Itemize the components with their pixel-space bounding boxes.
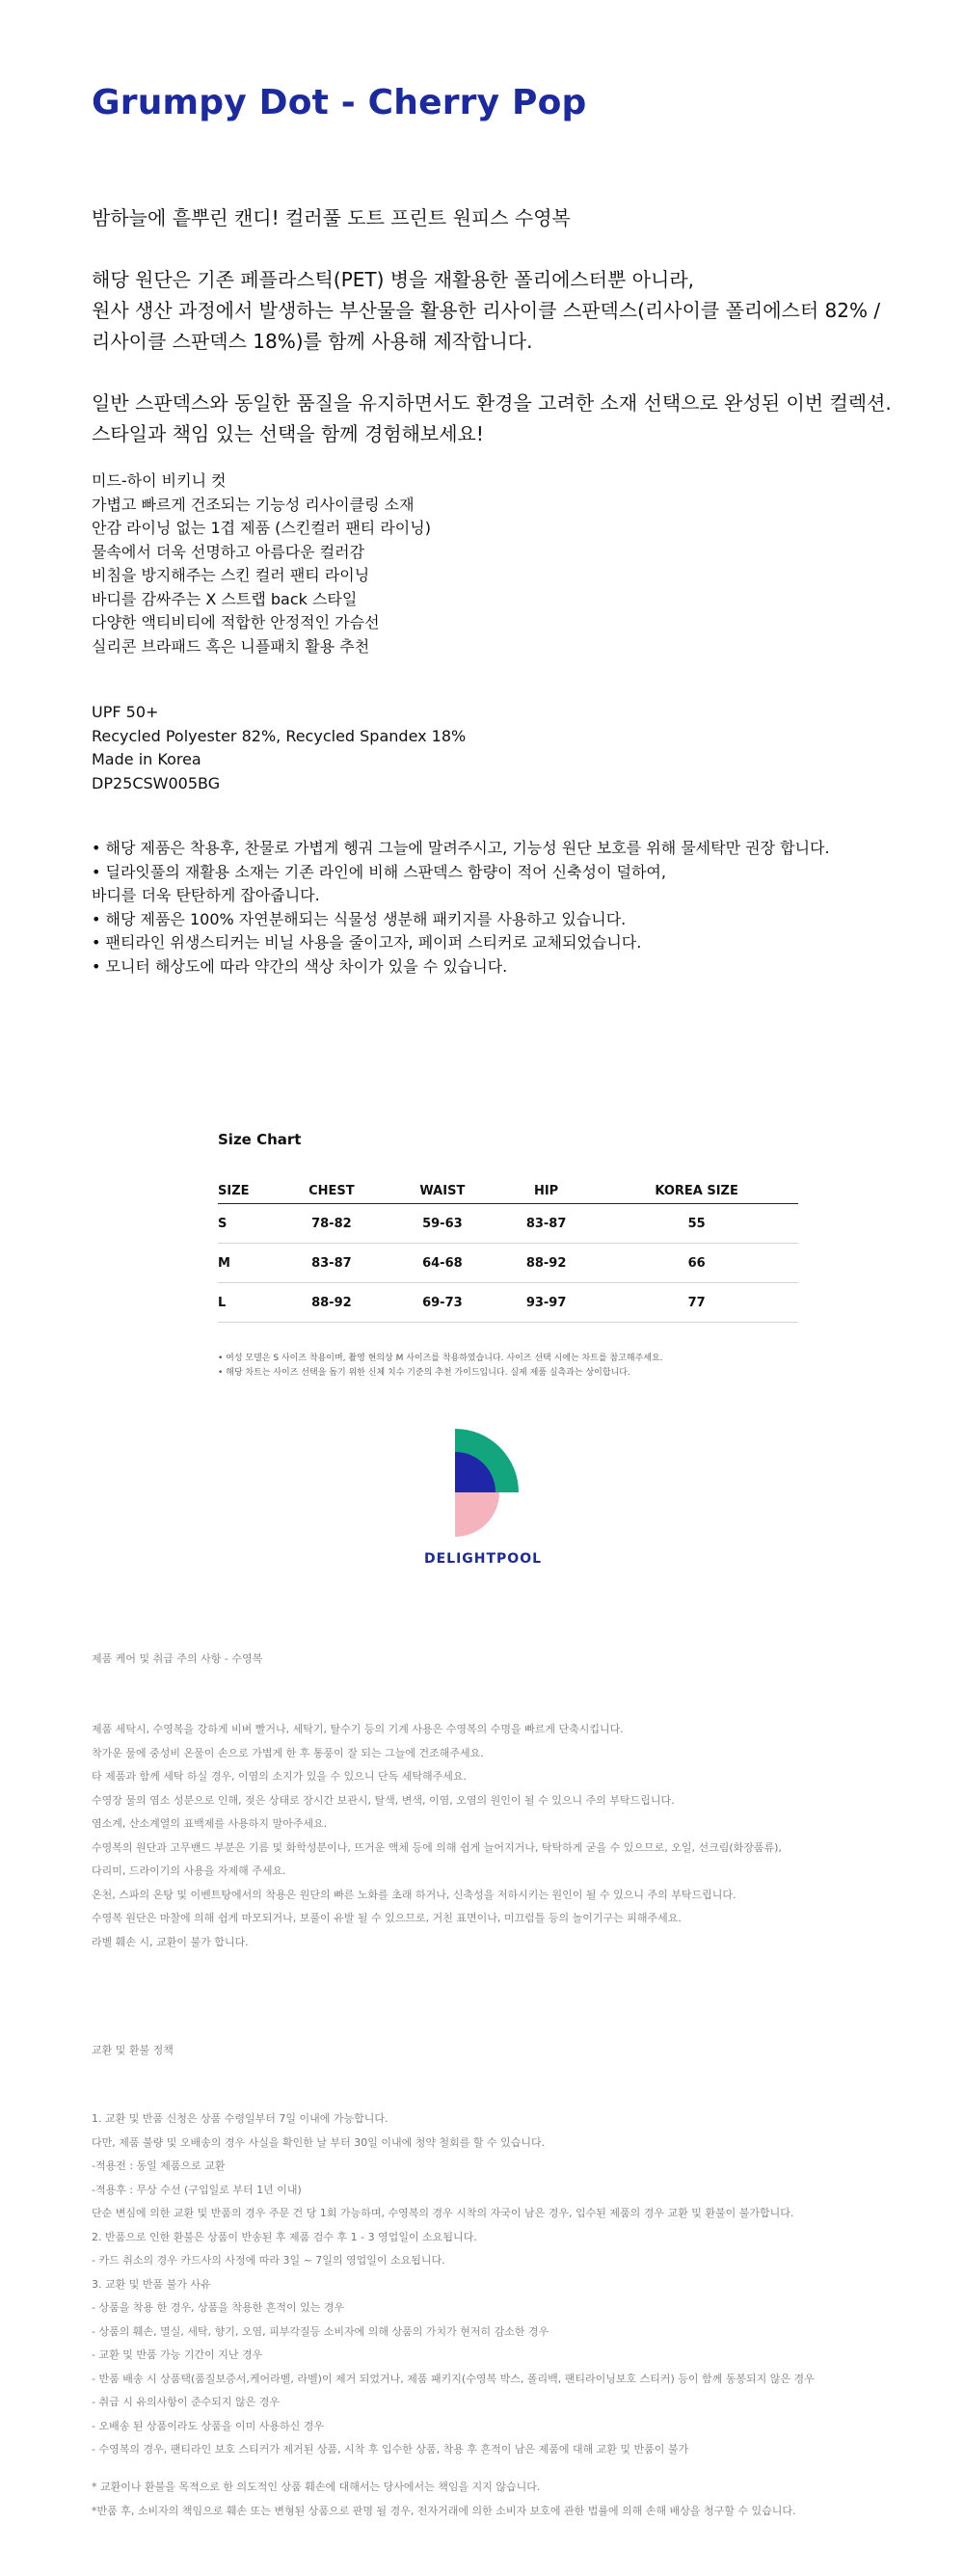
paragraph-line: 리사이클 스판덱스 18%)를 함께 사용해 제작합니다.	[92, 330, 533, 353]
care-instructions	[92, 1718, 782, 1954]
size-chart-header-row	[218, 1178, 798, 1204]
care-line: 수영복의 원단과 고무밴드 부분은 기름 및 화학성분이나, 뜨거운 액체 등에 의해 쉽게 늘어지거나, 탁탁하게 굳을 수 있으므로, 오일, 선크림(화장품류),	[92, 1840, 782, 1854]
footnote: * 교환이나 환불을 목적으로 한 의도적인 상품 훼손에 대해서는 당사에서는 책임을 지지 않습니다.	[92, 2481, 541, 2493]
paragraph-line: 일반 스판덱스와 동일한 품질을 유지하면서도 환경을 고려한 소재 선택으로 완성된 이번 컬렉션.	[92, 391, 892, 415]
care-line: 온천, 스파의 온탕 및 이벤트탕에서의 착용은 원단의 빠른 노화를 초래 하거나, 신축성을 저하시키는 원인이 될 수 있으니 주의 부탁드립니다.	[92, 1888, 736, 1901]
policy-line: - 오배송 된 상품이라도 상품을 이미 사용하신 경우	[92, 2419, 324, 2432]
note-item: • 해당 제품은 100% 자연분해되는 식물성 생분해 패키지를 사용하고 있습니다.	[92, 909, 627, 928]
table-cell: 93-97	[497, 1283, 595, 1323]
policy-line: - 교환 및 반품 가능 기간이 지난 경우	[92, 2348, 263, 2361]
feature-item: 실리콘 브라패드 혹은 니플패치 활용 추천	[92, 636, 370, 656]
size-chart-table	[218, 1178, 798, 1323]
table-cell: 83-87	[276, 1244, 388, 1283]
policy-footnotes	[92, 2476, 795, 2523]
table-cell: 69-73	[388, 1283, 497, 1323]
spec-list	[92, 701, 466, 795]
feature-item: 가볍고 빠르게 건조되는 기능성 리사이클링 소재	[92, 495, 415, 514]
table-cell: 66	[595, 1244, 798, 1283]
care-line: 착가운 물에 중성비 온물이 손으로 가볍게 한 후 통풍이 잘 되는 그늘에 건조해주세요.	[92, 1746, 484, 1759]
size-chart-notes	[218, 1352, 663, 1381]
policy-line: -적용전 : 동일 제품으로 교환	[92, 2160, 226, 2172]
spec-product-code: DP25CSW005BG	[92, 773, 221, 792]
care-line: 수영장 물의 염소 성분으로 인해, 젖은 상태로 장시간 보관시, 탈색, 변색, 이염, 오염의 원인이 될 수 있으니 주의 부탁드립니다.	[92, 1793, 675, 1807]
logo-pink-shape	[455, 1492, 499, 1537]
table-row	[218, 1283, 798, 1323]
paragraph-line: 해당 원단은 기존 페플라스틱(PET) 병을 재활용한 폴리에스터뿐 아니라,	[92, 268, 695, 291]
policy-line: -적용후 : 무상 수선 (구입일로 부터 1년 이내)	[92, 2183, 302, 2196]
spec-origin: Made in Korea	[92, 750, 201, 768]
table-cell: 88-92	[497, 1244, 595, 1283]
note-item: 바디를 더욱 탄탄하게 잡아줍니다.	[92, 886, 320, 904]
product-intro	[92, 202, 940, 480]
care-line: 다리미, 드라이기의 사용을 자제해 주세요.	[92, 1865, 286, 1877]
intro-headline: 밤하늘에 흩뿌린 캔디! 컬러풀 도트 프린트 원피스 수영복	[92, 206, 571, 229]
care-line: 제품 세탁시, 수영복을 강하게 비벼 빨거나, 세탁기, 탈수기 등의 기계 사용은 수영복의 수명을 빠르게 단축시킵니다.	[92, 1723, 624, 1735]
column-header: HIP	[497, 1178, 595, 1204]
care-line: 라벨 훼손 시, 교환이 불가 합니다.	[92, 1935, 249, 1948]
paragraph-line: 스타일과 책임 있는 선택을 함께 경험해보세요!	[92, 422, 484, 445]
feature-item: 비침을 방지해주는 스킨 컬러 팬티 라이닝	[92, 566, 370, 584]
feature-item: 미드-하이 비키니 컷	[92, 471, 227, 490]
policy-line: 2. 반품으로 인한 환불은 상품이 반송된 후 제품 검수 후 1 - 3 영업일이 소요됩니다.	[92, 2230, 477, 2243]
table-cell: M	[218, 1244, 276, 1283]
policy-line: 3. 교환 및 반품 불가 사유	[92, 2277, 211, 2291]
footnote: *반품 후, 소비자의 책임으로 훼손 또는 변형된 상품으로 판명 될 경우, 전자거래에 의한 소비자 보호에 관한 법률에 의해 손해 배상을 청구할 수 있습니다.	[92, 2504, 796, 2517]
policy-line: 단순 변심에 의한 교환 및 반품의 경우 주문 건 당 1회 가능하며, 수영복의 경우 시착의 자국이 남은 경우, 입수된 제품의 경우 교환 및 환불이 불가합니다.	[92, 2207, 794, 2219]
policy-line: - 상품의 훼손, 멸실, 세탁, 향기, 오염, 피부각질등 소비자에 의해 상품의 가치가 현저히 감소한 경우	[92, 2324, 549, 2338]
paragraph-line: 원사 생산 과정에서 발생하는 부산물을 활용한 리사이클 스판덱스(리사이클 폴리에스터 82% /	[92, 299, 881, 322]
feature-list	[92, 470, 431, 658]
delightpool-logo-icon	[453, 1427, 521, 1538]
policy-line: - 반품 배송 시 상품택(품질보증서,케어라벨, 라벨)이 제거 되었거나, 제품 패키지(수영복 박스, 폴리백, 팬티라이닝보호 스티커) 등이 함께 동봉되지 않은 경우	[92, 2372, 815, 2385]
intro-material	[92, 264, 940, 357]
table-cell: 88-92	[276, 1283, 388, 1323]
table-cell: 64-68	[388, 1244, 497, 1283]
column-header: WAIST	[388, 1178, 497, 1204]
feature-item: 바디를 감싸주는 X 스트랩 back 스타일	[92, 589, 358, 608]
table-cell: L	[218, 1283, 276, 1323]
care-line: 염소계, 산소계열의 표백제를 사용하지 말아주세요.	[92, 1817, 328, 1830]
table-cell: 59-63	[388, 1204, 497, 1244]
size-note: • 해당 차트는 사이즈 선택을 돕기 위한 신체 치수 기준의 추천 가이드입니다. 실제 제품 실측과는 상이합니다.	[218, 1368, 630, 1378]
table-row	[218, 1204, 798, 1244]
care-line: 수영복 원단은 마찰에 의해 쉽게 마모되거나, 보풀이 유발 될 수 있으므로, 거친 표면이나, 미끄럼틀 등의 놀이기구는 피해주세요.	[92, 1912, 682, 1924]
policy-line: - 카드 취소의 경우 카드사의 사정에 따라 3일 ~ 7일의 영업일이 소요됩니다.	[92, 2254, 445, 2267]
exchange-policy	[92, 2107, 815, 2462]
size-chart-title: Size Chart	[218, 1131, 302, 1148]
policy-line: - 상품을 착용 한 경우, 상품을 착용한 흔적이 있는 경우	[92, 2301, 345, 2314]
table-row	[218, 1244, 798, 1283]
product-title: Grumpy Dot - Cherry Pop	[92, 83, 587, 122]
feature-item: 물속에서 더욱 선명하고 아름다운 컬러감	[92, 542, 365, 561]
care-line: 타 제품과 함께 세탁 하실 경우, 이염의 소지가 있을 수 있으니 단독 세탁해주세요.	[92, 1770, 467, 1783]
policy-line: - 취급 시 유의사항이 준수되지 않은 경우	[92, 2396, 280, 2408]
table-cell: 83-87	[497, 1204, 595, 1244]
column-header: KOREA SIZE	[595, 1178, 798, 1204]
column-header: CHEST	[276, 1178, 388, 1204]
product-notes	[92, 837, 830, 979]
table-cell: 78-82	[276, 1204, 388, 1244]
intro-collection	[92, 388, 940, 449]
care-section-title: 제품 케어 및 취급 주의 사항 - 수영복	[92, 1652, 263, 1665]
policy-line: - 수영복의 경우, 팬티라인 보호 스티커가 제거된 상품, 시착 후 입수한 상품, 착용 후 흔적이 남은 제품에 대해 교환 및 반품이 불가	[92, 2443, 689, 2455]
table-cell: 55	[595, 1204, 798, 1244]
feature-item: 다양한 액티비티에 적합한 안정적인 가슴선	[92, 613, 380, 631]
column-header: SIZE	[218, 1178, 276, 1204]
feature-item: 안감 라이닝 없는 1겹 제품 (스킨컬러 팬티 라이닝)	[92, 519, 431, 537]
brand-name: DELIGHTPOOL	[423, 1551, 543, 1567]
spec-upf: UPF 50+	[92, 703, 159, 721]
table-cell: S	[218, 1204, 276, 1244]
note-item: • 모니터 해상도에 따라 약간의 색상 차이가 있을 수 있습니다.	[92, 956, 508, 976]
note-item: • 딜라잇풀의 재활용 소재는 기존 라인에 비해 스판덱스 함량이 적어 신축성이 덜하여,	[92, 862, 666, 881]
table-cell: 77	[595, 1283, 798, 1323]
exchange-section-title: 교환 및 환불 정책	[92, 2044, 174, 2056]
policy-line: 1. 교환 및 반품 신청은 상품 수령일부터 7일 이내에 가능합니다.	[92, 2112, 388, 2125]
spec-material: Recycled Polyester 82%, Recycled Spandex 18%	[92, 726, 467, 745]
note-item: • 팬티라인 위생스티커는 비닐 사용을 줄이고자, 페이퍼 스티커로 교체되었습니다.	[92, 933, 642, 952]
size-note: • 여성 모델은 S 사이즈 착용이며, 촬영 현의상 M 사이즈를 착용하였습니다. 사이즈 선택 시에는 차트를 참고해주세요.	[218, 1354, 663, 1363]
note-item: • 해당 제품은 착용후, 찬물로 가볍게 헹궈 그늘에 말려주시고, 기능성 원단 보호를 위해 물세탁만 권장 합니다.	[92, 839, 830, 857]
policy-line: 다만, 제품 불량 및 오배송의 경우 사실을 확인한 날 부터 30일 이내에 청약 철회를 할 수 있습니다.	[92, 2135, 546, 2149]
